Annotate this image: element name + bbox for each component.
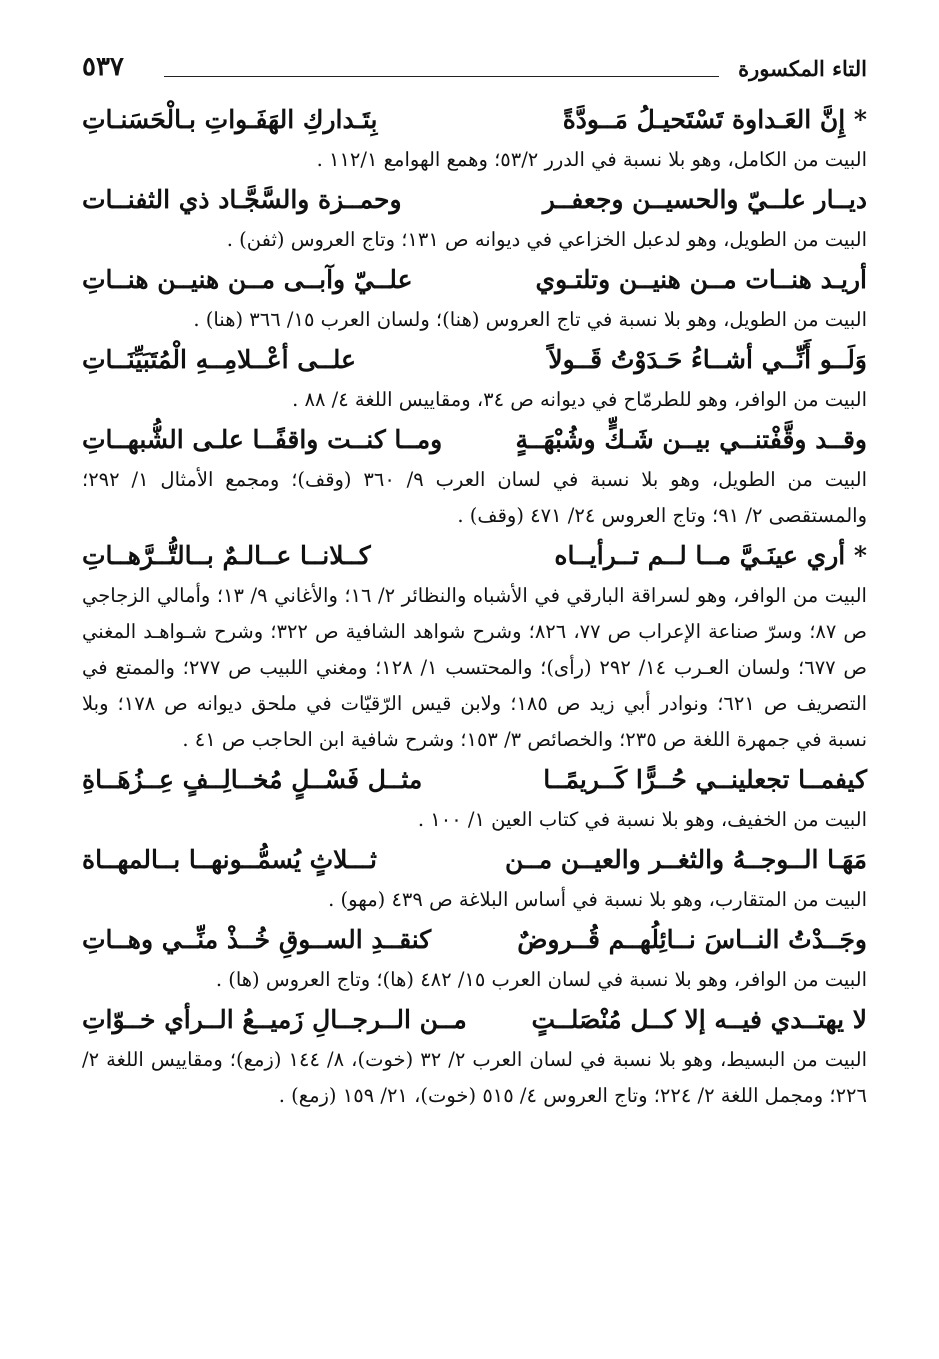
verse-line: [82, 838, 867, 882]
verse-entry: [82, 258, 867, 338]
second-hemistich: بِتَـداركِ الهَفَـواتِ بـالْحَسَنـاتِ: [82, 105, 378, 134]
second-hemistich: مثــل فَسْــلٍ مُخــالِــفٍ عِــزُهَــاةِ: [82, 765, 423, 794]
verse-entry: [82, 534, 867, 758]
second-hemistich: علــى أعْــلامِــهِ الْمُتَبَيِّنَــاتِ: [82, 345, 356, 374]
verse-note: البيت من الوافر، وهو للطرمّاح في ديوانه ص ٣٤، ومقاييس اللغة ٤/ ٨٨ .: [292, 388, 867, 411]
second-hemistich: كــلانــا عــالـمٌ بــالتُّــرَّهــاتِ: [82, 541, 371, 570]
verse-line: [82, 98, 867, 142]
verse-note: البيت من الكامل، وهو بلا نسبة في الدرر ٥٣/٢؛ وهمع الهوامع ١١٢/١ .: [316, 148, 867, 171]
verse-entry: [82, 758, 867, 838]
verse-entry: [82, 338, 867, 418]
verse-line: [82, 918, 867, 962]
verse-line: [82, 338, 867, 382]
verse-entry: [82, 918, 867, 998]
header-rule: [164, 76, 719, 77]
first-hemistich: وقــد وقَّفْتنــي بيــن شَـكٍّ وشُبْهَــةٍ: [515, 425, 867, 454]
second-hemistich: علــيّ وآبــى مــن هنيــن هنــاتِ: [82, 265, 413, 294]
verse-note: البيت من الوافر، وهو لسراقة البارقي في الأشباه والنظائر ٢/ ١٦؛ والأغاني ٩/ ١٣؛ وأمالي الزجاجي ص ٨٧؛ وسرّ صناعة الإعراب ص ٧٧، ٨٢٦؛ وشرح شواهد الشافية ص ٣٢٢؛ وشرح شـواهـد المغني ص ٦٧٧؛ ولسان العـرب ١٤/ ٢٩٢ (رأى)؛ والمحتسب ١/ ١٢٨؛ ومغني اللبيب ص ٢٧٧؛ والممتع في التصريف ص ٦٢١؛ ونوادر أبي زيد ص ١٨٥؛ ولابن قيس الرّقيّات في ملحق ديوانه ص ١٧٨؛ وبلا نسبة في جمهرة اللغة ص ٢٣٥؛ والخصائص ٣/ ١٥٣؛ وشرح شافية ابن الحاجب ص ٤١ .: [82, 584, 868, 751]
verse-note: البيت من المتقارب، وهو بلا نسبة في أساس البلاغة ص ٤٣٩ (مهو) .: [328, 888, 867, 911]
second-hemistich: وحمــزة والسَّجَّـاد ذي الثفنــات: [82, 185, 402, 214]
verse-line: [82, 178, 867, 222]
second-hemistich: ثـــلاثٍ يُسمُّــونهــا بــالمهــاة: [82, 845, 377, 874]
first-hemistich: لا يهتــدي فيــه إلا كــل مُنْصَلــتٍ: [531, 1005, 867, 1034]
verse-line: [82, 758, 867, 802]
verse-entry: [82, 98, 867, 178]
first-hemistich: كيفمــا تجعلينــي حُــرًّا كَــريمًــا: [543, 765, 867, 794]
second-hemistich: مــن الــرجــالِ زَميــعُ الــرأي خــوّاتِ: [82, 1005, 467, 1034]
verse-entry: [82, 838, 867, 918]
verse-note: البيت من الطويل، وهو لدعبل الخزاعي في ديوانه ص ١٣١؛ وتاج العروس (ثفن) .: [226, 228, 867, 251]
page-header: [82, 52, 867, 98]
first-hemistich: * إِنَّ العَـداوة تَسْتَحيـلُ مَــودَّةً: [562, 105, 867, 134]
chapter-title: التاء المكسورة: [738, 56, 867, 81]
verse-line: [82, 998, 867, 1042]
first-hemistich: وجَــدْتُ النــاسَ نــائِلُهــم قُــروضٌ: [517, 925, 867, 954]
verse-note: البيت من الطويل، وهو بلا نسبة في لسان العرب ٩/ ٣٦٠ (وقف)؛ ومجمع الأمثال ١/ ٢٩٢؛ والمستقصى ٢/ ٩١؛ وتاج العروس ٢٤/ ٤٧١ (وقف) .: [82, 468, 867, 527]
second-hemistich: كنقــدِ الســوقِ خُــذْ منِّــي وهــاتِ: [82, 925, 432, 954]
verse-line: [82, 418, 867, 462]
first-hemistich: وَلَــو أَنِّــي أشــاءُ حَـدَوْتُ قَــولاً: [548, 345, 867, 374]
page-number: ٥٣٧: [82, 52, 124, 82]
second-hemistich: ومــا كنــت واقفًــا علـى الشُّبهــاتِ: [82, 425, 443, 454]
first-hemistich: أريـد هنــات مــن هنيــن وتلتـوي: [535, 265, 867, 294]
verse-note: البيت من الوافر، وهو بلا نسبة في لسان العرب ١٥/ ٤٨٢ (ها)؛ وتاج العروس (ها) .: [215, 968, 867, 991]
verse-entry: [82, 998, 867, 1114]
verse-note: البيت من الطويل، وهو بلا نسبة في تاج العروس (هنا)؛ ولسان العرب ١٥/ ٣٦٦ (هنا) .: [193, 308, 867, 331]
first-hemistich: مَهَـا الــوجــهُ والثغــر والعيــن مــن: [505, 845, 867, 874]
verse-line: [82, 534, 867, 578]
first-hemistich: ديــار علــيّ والحسيــن وجعفــر: [542, 185, 867, 214]
verse-entry: [82, 178, 867, 258]
first-hemistich: * أري عينَـيَّ مــا لــم تــرأيــاه: [554, 541, 867, 570]
verse-entry: [82, 418, 867, 534]
verse-note: البيت من الخفيف، وهو بلا نسبة في كتاب العين ١/ ١٠٠ .: [417, 808, 867, 831]
verse-note: البيت من البسيط، وهو بلا نسبة في لسان العرب ٢/ ٣٢ (خوت)، ٨/ ١٤٤ (زمع)؛ ومقاييس اللغة ٢/ ٢٢٦؛ ومجمل اللغة ٢/ ٢٢٤؛ وتاج العروس ٤/ ٥١٥ (خوت)، ٢١/ ١٥٩ (زمع) .: [82, 1048, 867, 1107]
verse-line: [82, 258, 867, 302]
